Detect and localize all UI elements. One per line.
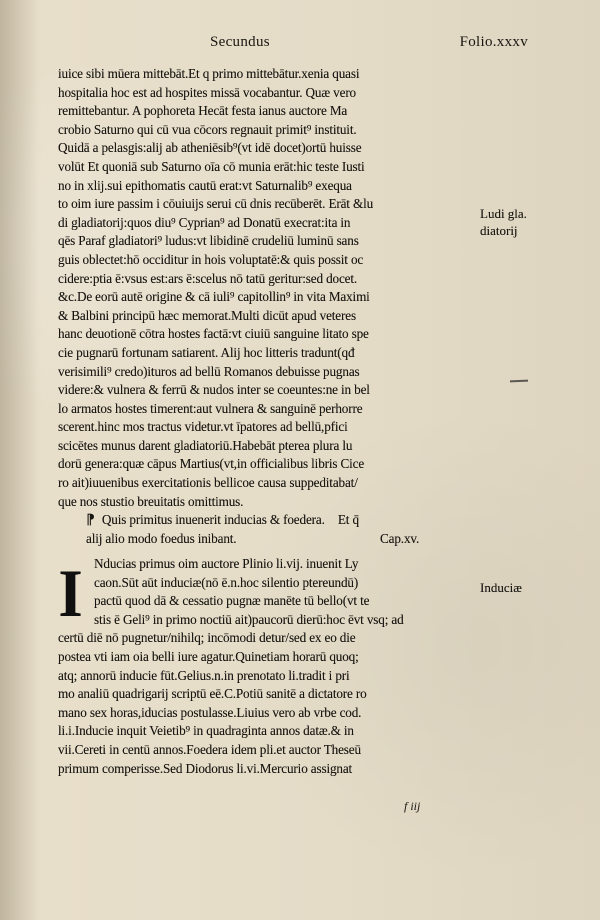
chapter-line: primum comperisse.Sed Diodorus li.vi.Mercurio assignat: [58, 760, 353, 776]
main-line: & Balbini principū hæc memorat.Multi dicūt apud veteres: [58, 307, 356, 323]
decorated-initial: I: [58, 555, 83, 631]
chapter-line: certū diē nō pugnetur/nihilq; incōmodi detur/sed ex eo die: [58, 630, 356, 646]
chapter-line: mano sex horas,iducias postulasse.Liuius vero ab vrbe cod.: [58, 704, 362, 720]
main-line: to oim iure passim i cōuiuijs serui cū dnis recūberēt. Erāt &lu: [58, 196, 374, 212]
section-heading: Quis primitus inuenerit inducias & foedera.: [101, 512, 325, 528]
main-line: hospitalia hoc est ad hospites missā vocabantur. Quæ vero: [58, 84, 357, 100]
main-line: remittebantur. A pophoreta Hecāt festa ianus auctore Ma: [58, 103, 348, 119]
section-heading-line: [58, 511, 461, 530]
chapter-line: vii.Cereti in centū annos.Foedera idem pli.et auctor Theseū: [58, 741, 361, 757]
main-line: que nos stustio breuitatis omittimus.: [58, 493, 244, 509]
running-header: [210, 34, 528, 54]
main-line: scerent.hinc mos tractus videtur.vt īpatores ad bellū,pfici: [58, 419, 348, 435]
main-line: no in xlij.sui epithomatis cautū erat:vt Saturnalib⁹ exequa: [58, 177, 352, 193]
chapter-line: postea vti iam oia belli iure agatur.Quinetiam horarū quoq;: [58, 648, 359, 664]
main-line: &c.De eorū autē origine & cā iuli⁹ capitollin⁹ in vita Maximi: [58, 289, 370, 305]
marginal-dash-mark: [510, 380, 528, 383]
main-line: volūt Et quoniā sub Saturno oīa cō munia erāt:hic teste Iusti: [58, 158, 365, 174]
main-line: hanc deuotionē cōtra hostes factā:vt ciuiū sanguine litato spe: [58, 326, 369, 342]
chapter-line: pactū quod dā & cessatio pugnæ manēte tū bello(vt te: [94, 593, 370, 609]
marginal-note-line: diatorij: [480, 223, 518, 238]
main-line: Quidā a pelasgis:alij ab atheniēsib⁹(vt idē docet)ortū huisse: [58, 140, 362, 156]
chapter-lines: [58, 555, 461, 778]
main-line: dorū genera:quæ cāpus Martius(vt,in officialibus libris Cice: [58, 456, 365, 472]
main-line: di gladiatorij:quos diu⁹ Cyprian⁹ ad Donatū execrat:ita in: [58, 214, 351, 230]
main-line: iuice sibi mūera mittebāt.Et q primo mittebātur.xenia quasi: [58, 66, 360, 81]
section-subline: alij alio modo foedus inibant.: [86, 530, 237, 546]
main-line: ro ait)iuuenibus exercitationis bellicoe causa suppeditabat/: [58, 475, 358, 491]
chapter-line: stis ē Geli⁹ in primo noctiū ait)paucorū dierū:hoc ēvt vsq; ad: [94, 611, 404, 627]
section-heading-tail: Et q̄: [337, 512, 359, 528]
main-line: guis oblectet:hō occiditur in hois voluptatē:& quis possit oc: [58, 251, 364, 267]
marginal-note-inducia: Induciæ: [480, 580, 522, 595]
chapter-line: Nducias primus oim auctore Plinio li.vij. inuenit Ly: [94, 556, 359, 571]
main-line: cidere:ptia ē:vsus est:ars ē:scelus nō tatū geritur:sed docet.: [58, 270, 358, 286]
binding-shadow: [0, 0, 38, 920]
main-line: lo armatos hostes timerent:aut vulnera & sanguinē perhorre: [58, 400, 363, 416]
header-left: Secundus: [210, 34, 270, 50]
main-line: videre:& vulnera & ferrū & nudos inter se coeuntes:ne in bel: [58, 382, 370, 398]
marginal-note-gladiatorial: [480, 205, 527, 239]
header-right: Folio.xxxv: [459, 34, 528, 50]
chapter-label: Cap.xv.: [380, 530, 420, 546]
main-line: qēs Paraf gladiatori⁹ ludus:vt libidinē crudeliū luminū sans: [58, 233, 359, 249]
chapter-line: atq; annorū inducie fūt.Gelius.n.in prenotato li.tradit i pri: [58, 667, 350, 683]
main-text-block: [58, 65, 461, 548]
main-line: verisimili⁹ credo)ituros ad bellū Romanos debuisse pugnas: [58, 363, 360, 379]
main-line: crobio Saturno qui cū vua cōcors regnauit primit⁹ instituit.: [58, 121, 357, 137]
section-mark: ⁋: [86, 513, 95, 529]
main-line: cie pugnarū fortunam satiarent. Alij hoc litteris tradunt(qđ: [58, 344, 355, 360]
signature-mark: f iij: [404, 799, 421, 813]
marginal-note-line: Ludi gla.: [480, 206, 527, 221]
chapter-line: mo analiū quadrigarij scriptū eē.C.Potiū sanitē a dictatore ro: [58, 686, 367, 702]
section-subline-row: [58, 530, 461, 549]
main-line: scicētes munus darent gladiatoriū.Habebāt pterea plura lu: [58, 437, 353, 453]
chapter-line: caon.Sūt aūt induciæ(nō ē.n.hoc silentio ptereundū): [94, 574, 359, 590]
chapter-line: li.i.Inducie inquit Veietib⁹ in quadraginta annos datæ.& in: [58, 723, 354, 739]
